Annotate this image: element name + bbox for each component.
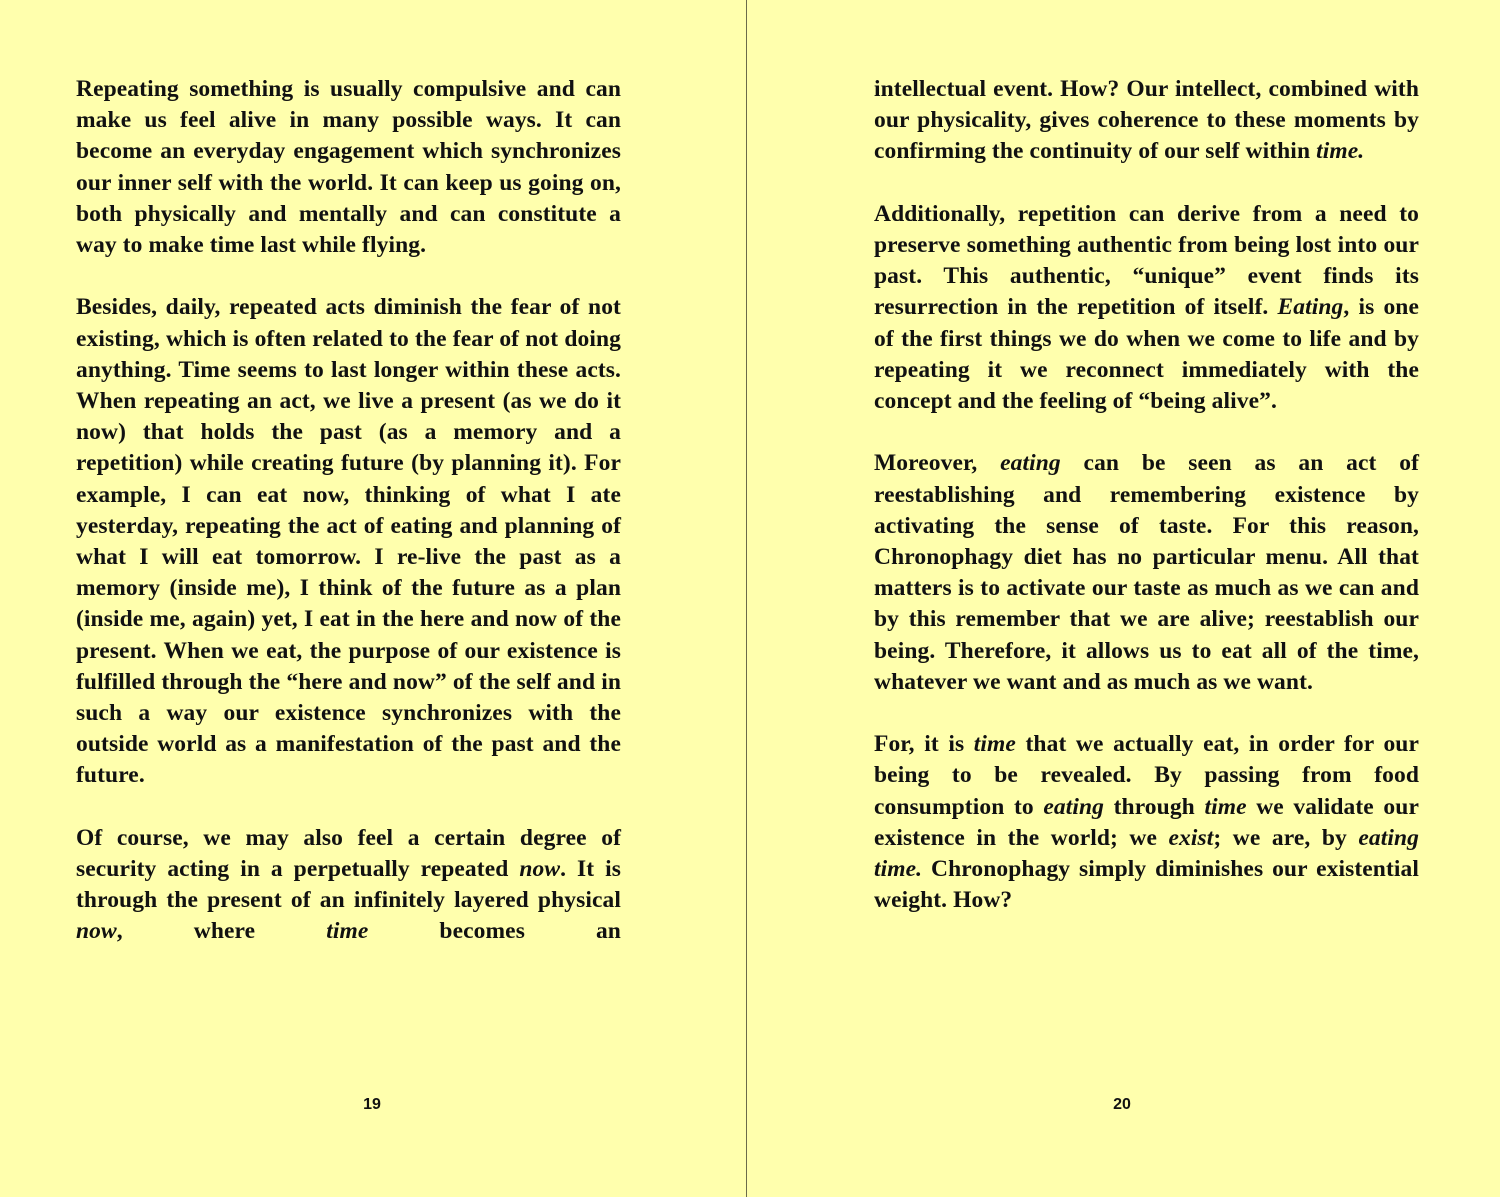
italic-text-segment: now	[519, 856, 561, 883]
text-segment: Repeating something is usually compulsive and can make us feel alive in many possible ways. It can become an everyday engagement which synchronizes our inner self with the world. It can keep us going on, both physically and mentally and can constitute a way to make time last while flying.	[76, 76, 621, 259]
right-paragraph-3	[874, 448, 1419, 698]
text-segment: intellectual event. How? Our intellect, combined with our physicality, gives coherence to these moments by confirming the continuity of our self within	[874, 76, 1419, 165]
italic-text-segment: time	[1204, 793, 1247, 820]
italic-text-segment: now	[76, 918, 117, 945]
italic-text-segment: eating	[1043, 793, 1105, 820]
left-page	[0, 0, 747, 1197]
italic-text-segment: time.	[1316, 138, 1365, 165]
italic-text-segment: exist	[1168, 824, 1214, 851]
left-paragraph-3	[76, 823, 621, 948]
right-paragraph-4	[874, 729, 1419, 916]
text-segment: that we actually eat, in order for our being to be revealed. By passing from food consumption to	[874, 731, 1419, 820]
text-segment: Chronophagy simply diminishes our existential weight. How?	[874, 856, 1419, 914]
right-page-body	[874, 74, 1419, 948]
text-segment: can be seen as an act of reestablishing and remembering existence by activating the sense of taste. For this reason, Chronophagy diet has no particular menu. All that matters is to activate our taste as much as we can and by this remember that we are alive; reestablish our being. Therefore, it allows us to eat all of the time, whatever we want and as much as we want.	[874, 450, 1419, 695]
right-page	[748, 0, 1500, 1197]
text-segment: ; we are, by	[1213, 824, 1359, 851]
right-paragraph-2	[874, 199, 1419, 417]
text-segment: Of course, we may also feel a certain degree of security acting in a perpetually repeated	[76, 824, 621, 883]
text-segment: Besides, daily, repeated acts diminish the fear of not existing, which is often related to the fear of not doing anything. Time seems to last longer within these acts. When repeating an act, we live a present (as we do it now) that holds the past (as a memory and a repetition) while creating future (by planning it). For example, I can eat now, thinking of what I ate yesterday, repeating the act of eating and planning of what I will eat tomorrow. I re-live the past as a memory (inside me), I think of the future as a plan (inside me, again) yet, I eat in the here and now of the present. When we eat, the purpose of our existence is fulfilled through the “here and now” of the self and in such a way our existence synchronizes with the outside world as a manifestation of the past and the future.	[76, 294, 621, 789]
italic-text-segment: time	[973, 731, 1016, 758]
left-paragraph-2	[76, 292, 621, 791]
left-paragraph-1	[76, 74, 621, 261]
italic-text-segment: eating	[1000, 450, 1061, 477]
italic-text-segment: eating time.	[874, 824, 1419, 883]
text-segment: , is one of the first things we do when we come to life and by repeating it we reconnect immediately with the concept and the feeling of “being alive”.	[874, 294, 1419, 415]
right-paragraph-1	[874, 74, 1419, 168]
text-segment: Additionally, repetition can derive from a need to preserve something authentic from being lost into our past. This authentic, “unique” event finds its resurrection in the repetition of itself.	[874, 200, 1419, 321]
right-page-number: 20	[1113, 1096, 1131, 1113]
text-segment: , where	[116, 918, 327, 945]
italic-text-segment: time	[326, 918, 369, 945]
text-segment: For, it is	[874, 731, 974, 758]
left-page-body	[76, 74, 621, 979]
left-page-number: 19	[363, 1096, 381, 1113]
text-segment: becomes an	[368, 918, 621, 945]
text-segment: we validate our existence in the world; we	[874, 793, 1419, 851]
text-segment: . It is through the present of an infinitely layered physical	[76, 856, 621, 914]
page-gutter-divider	[746, 0, 747, 1197]
text-segment: through	[1104, 793, 1205, 820]
text-segment: Moreover,	[874, 450, 1001, 477]
italic-text-segment: Eating	[1277, 294, 1344, 321]
